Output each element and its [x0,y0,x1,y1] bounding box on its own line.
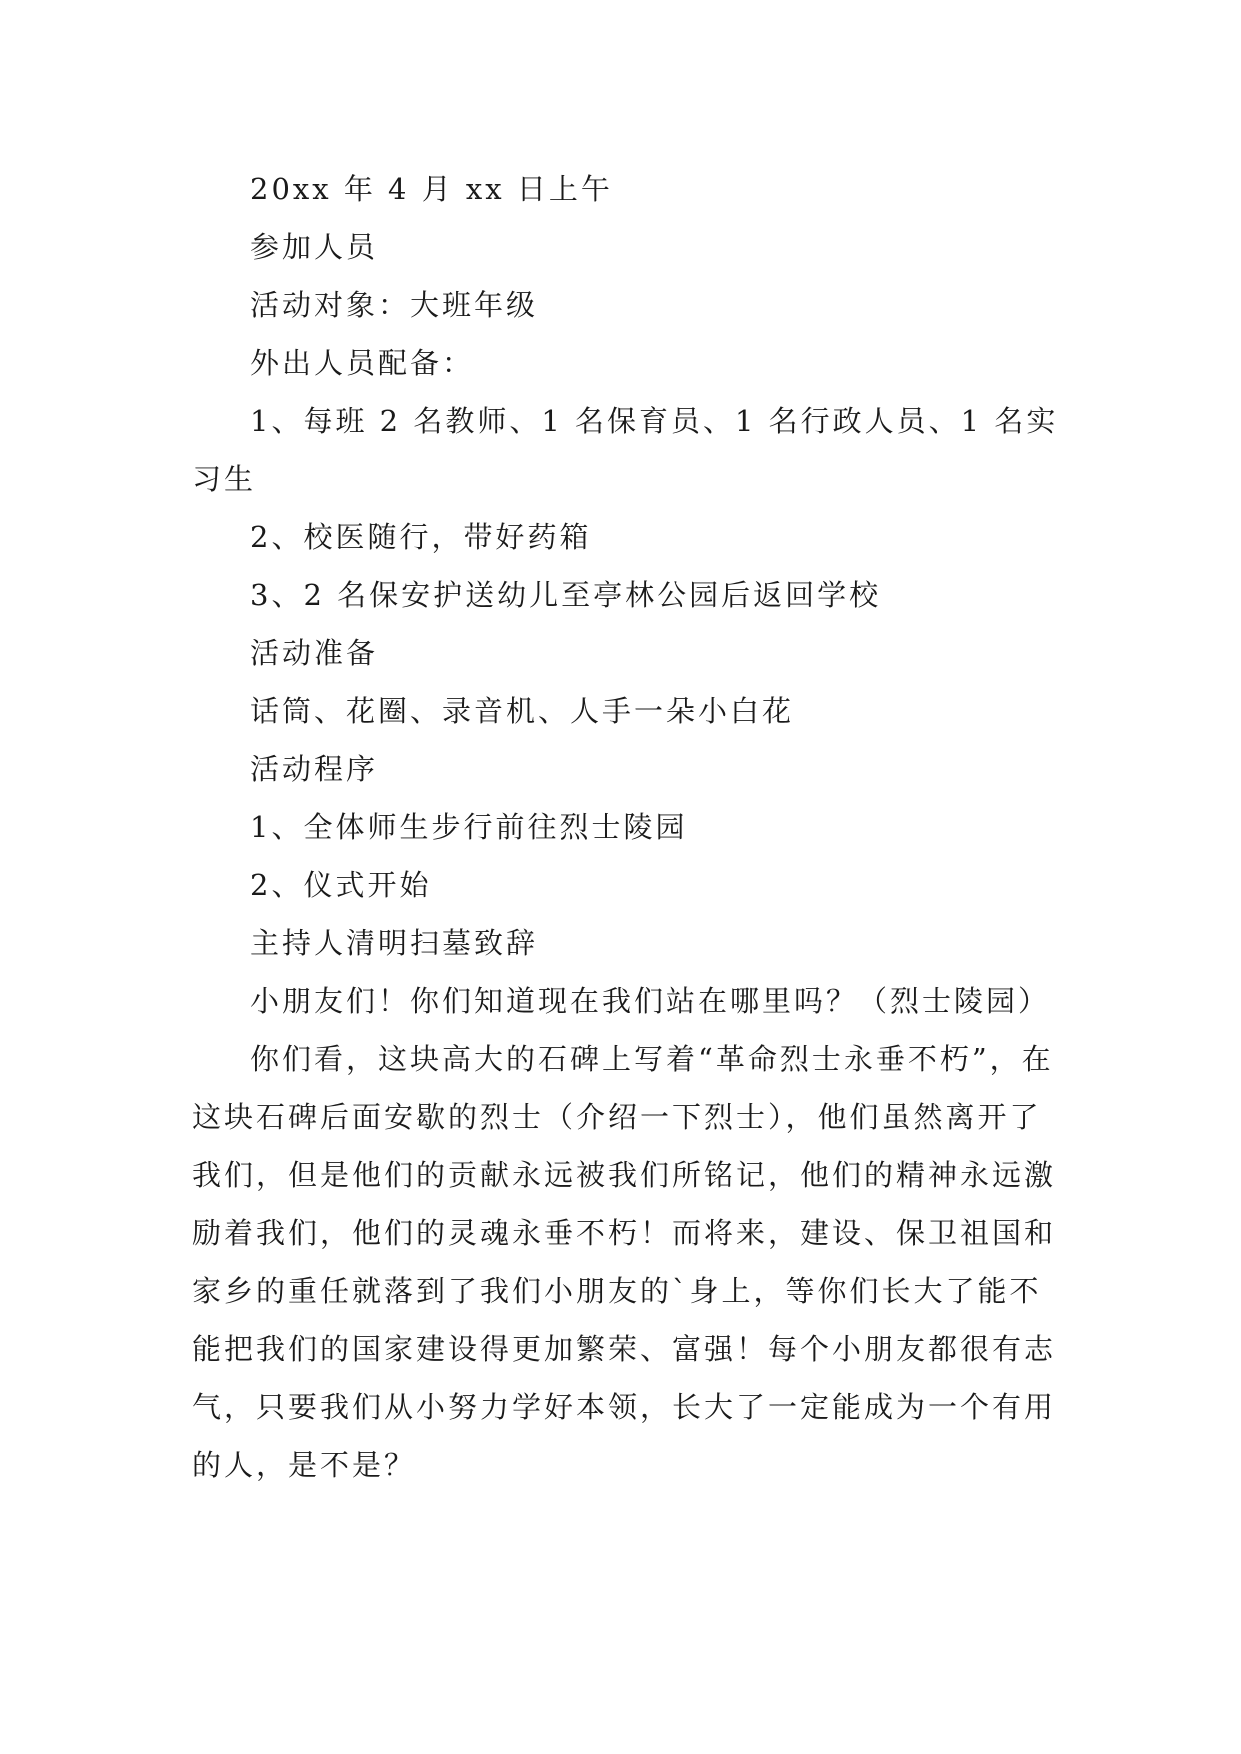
staffing-heading: 外出人员配备： [250,346,475,380]
heading-procedure: 活动程序 [250,752,379,786]
staffing-item-3: 3、2 名保安护送幼儿至亭林公园后返回学校 [250,578,882,612]
document-body [192,160,1062,1494]
staffing-item-2: 2、校医随行，带好药箱 [250,520,592,554]
staffing-item-1: 1、每班 2 名教师、1 名保育员、1 名行政人员、1 名实习生 [192,404,1059,496]
activity-target: 活动对象：大班年级 [250,288,539,322]
speech-heading: 主持人清明扫墓致辞 [250,926,539,960]
procedure-item-1: 1、全体师生步行前往烈士陵园 [250,810,688,844]
procedure-item-2: 2、仪式开始 [250,868,432,902]
speech-paragraph-2: 你们看，这块高大的石碑上写着“革命烈士永垂不朽”，在这块石碑后面安歇的烈士（介绍一下烈士），他们虽然离开了我们，但是他们的贡献永远被我们所铭记，他们的精神永远激励着我们，他们的灵魂永垂不朽！而将来，建设、保卫祖国和家乡的重任就落到了我们小朋友的`身上，等你们长大了能不能把我们的国家建设得更加繁荣、富强！每个小朋友都很有志气，只要我们从小努力学好本领，长大了一定能成为一个有用的人，是不是？ [192,1042,1057,1482]
preparation-items: 话筒、花圈、录音机、人手一朵小白花 [250,694,795,728]
heading-preparation: 活动准备 [250,636,379,670]
date-line: 20xx 年 4 月 xx 日上午 [250,172,613,206]
heading-participants: 参加人员 [250,230,379,264]
speech-paragraph-1: 小朋友们！你们知道现在我们站在哪里吗？（烈士陵园） [250,984,1051,1018]
